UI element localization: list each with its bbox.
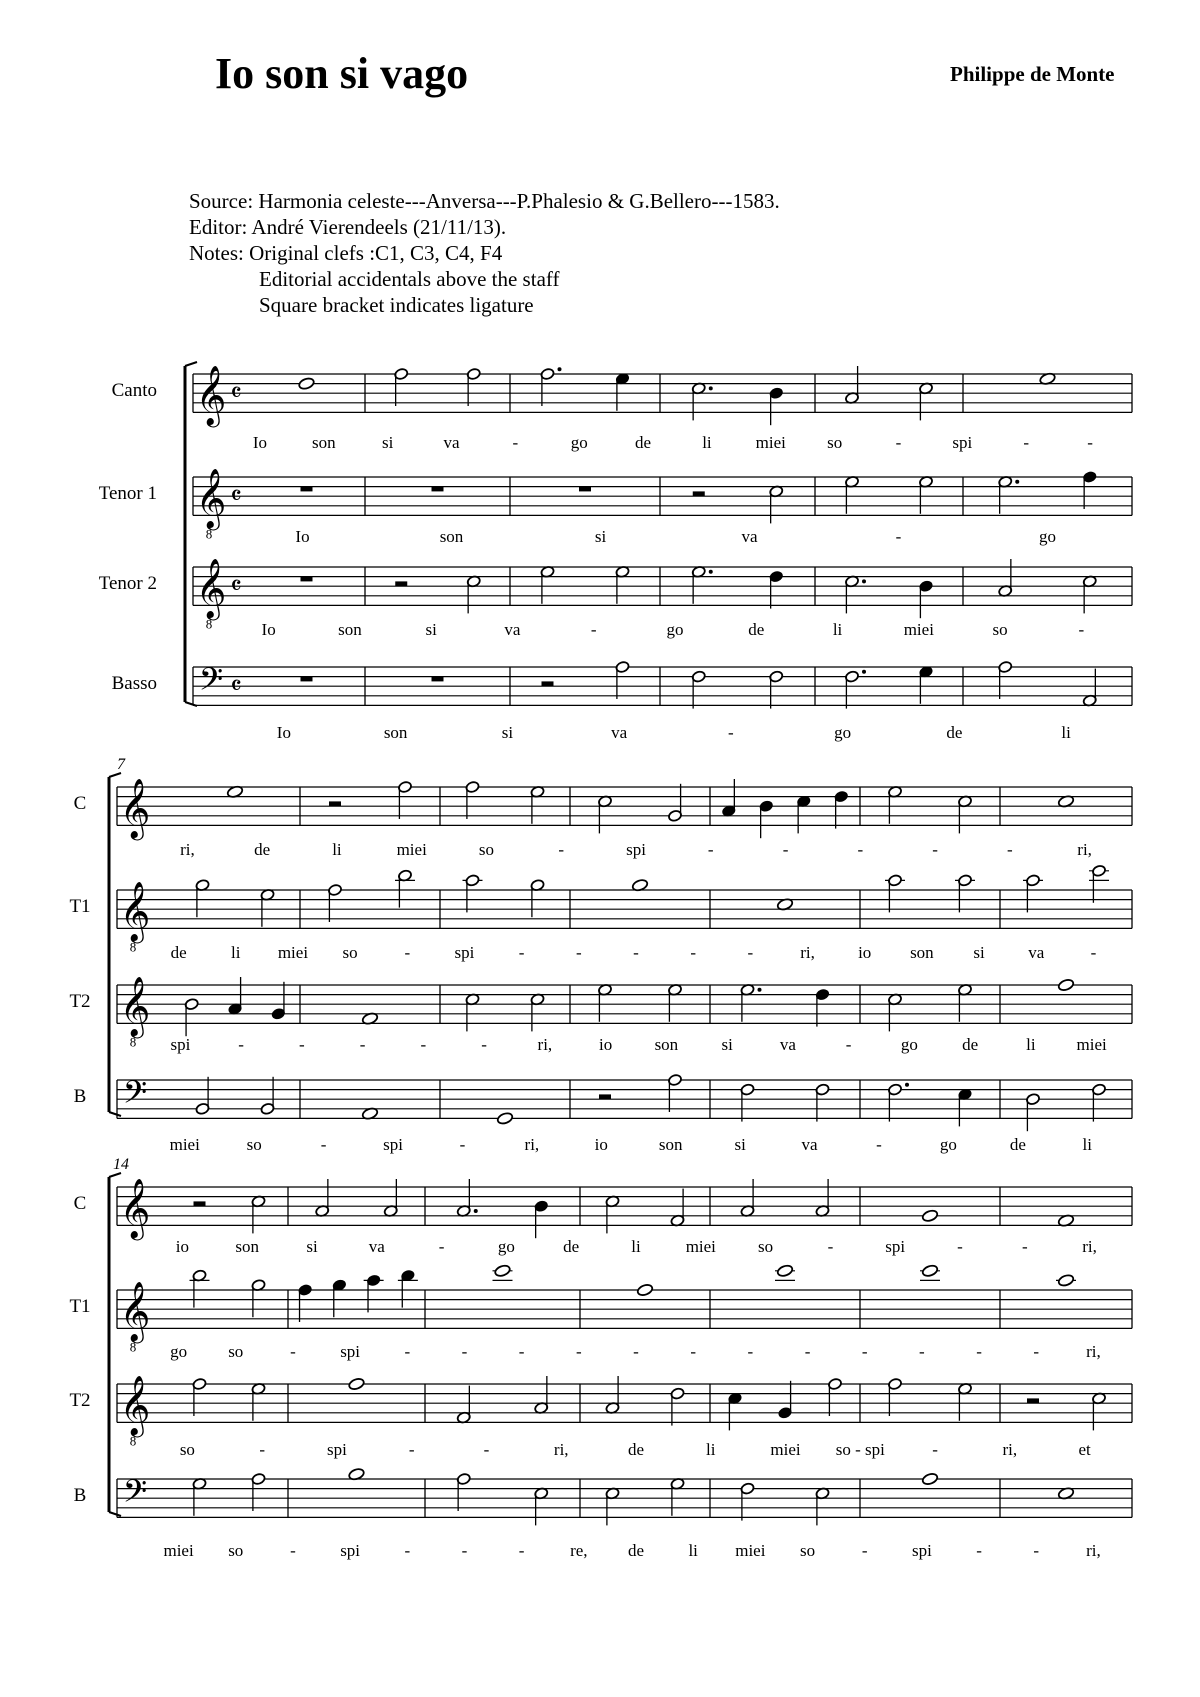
whole-note — [921, 1209, 938, 1223]
part-label: T2 — [69, 1390, 91, 1412]
part-label: C — [73, 793, 87, 815]
lyric-syllable: si — [734, 1135, 746, 1154]
whole-note — [494, 1264, 511, 1278]
lyric-syllable: go — [497, 1237, 515, 1256]
lyric-syllable: miei — [1076, 1035, 1107, 1054]
lyric-syllable: - — [1090, 943, 1097, 962]
octave-marker: 8 — [205, 526, 213, 542]
treble-clef-icon: 𝄞 — [195, 367, 227, 425]
lyric-syllable: - — [633, 1342, 639, 1361]
lyric-syllable: - — [895, 527, 902, 546]
lyric-syllable: de — [170, 943, 187, 962]
lyric-syllable: va — [504, 620, 521, 639]
lyric-syllable: - — [518, 1342, 525, 1361]
lyric-syllable: ri, — [524, 1135, 540, 1154]
lyric-syllable: so — [246, 1135, 262, 1154]
source-line: Source: Harmonia celeste---Anversa---P.Phalesio & G.Bellero---1583. — [189, 189, 780, 213]
lyric-syllable: - — [404, 1342, 411, 1361]
lyric-syllable: - — [976, 1342, 982, 1361]
bass-clef-icon: 𝄢 — [198, 662, 224, 705]
lyric-syllable: son — [910, 943, 934, 962]
part-label: T2 — [69, 991, 91, 1013]
lyric-syllable: spi — [626, 840, 646, 859]
lyric-syllable: - — [320, 1135, 327, 1154]
whole-rest — [579, 487, 591, 492]
part-label: T1 — [69, 896, 91, 918]
octave-marker: 8 — [129, 939, 137, 955]
lyric-syllable: - — [1078, 620, 1085, 639]
whole-rest — [301, 677, 313, 682]
lyric-syllable: - — [690, 1342, 697, 1361]
lyric-syllable: ri, — [1082, 1237, 1097, 1256]
lyric-syllable: - — [459, 1135, 466, 1154]
notes-line: Notes: Original clefs :C1, C3, C4, F4 — [189, 241, 503, 265]
lyric-syllable: va — [779, 1035, 796, 1054]
lyric-syllable: son — [439, 527, 464, 546]
lyric-syllable: Io — [261, 620, 276, 639]
part-label: Tenor 2 — [98, 573, 157, 595]
lyric-syllable: spi — [327, 1440, 347, 1459]
lyric-syllable: si — [381, 433, 394, 452]
lyric-syllable: son — [658, 1135, 683, 1154]
lyric-syllable: li — [332, 840, 342, 859]
treble-clef-icon: 𝄞 — [195, 560, 227, 618]
part-label: B — [73, 1485, 87, 1507]
lyric-syllable: so — [799, 1541, 816, 1560]
lyric-syllable: li — [688, 1541, 698, 1560]
lyric-syllable: - — [845, 1035, 852, 1054]
lyric-syllable: ri, — [1086, 1342, 1101, 1361]
lyric-syllable: li — [1061, 723, 1071, 742]
lyric-syllable: - — [404, 943, 411, 962]
whole-note — [921, 1264, 938, 1278]
lyric-syllable: - — [238, 1035, 244, 1054]
lyric-syllable: so — [992, 620, 1008, 639]
lyric-syllable: si — [425, 620, 437, 639]
lyric-syllable: io — [175, 1237, 190, 1256]
lyric-syllable: - — [558, 840, 565, 859]
treble-clef-icon: 𝄞 — [195, 470, 227, 528]
lyric-syllable: spi — [340, 1541, 361, 1560]
augmentation-dot — [905, 1083, 909, 1087]
lyric-syllable: va — [611, 723, 628, 742]
editor-line: Editor: André Vierendeels (21/11/13). — [189, 215, 507, 239]
lyric-syllable: - — [861, 1342, 868, 1361]
augmentation-dot — [558, 367, 562, 371]
lyric-syllable: - — [259, 1440, 265, 1459]
lyric-syllable: ri, — [1086, 1541, 1101, 1560]
lyric-syllable: - — [895, 433, 902, 452]
lyric-syllable: - — [575, 1342, 582, 1361]
lyric-syllable: - — [827, 1237, 834, 1256]
part-label: Basso — [111, 673, 157, 695]
lyric-syllable: spi — [885, 1237, 906, 1256]
half-rest — [329, 801, 341, 806]
lyric-syllable: - — [408, 1440, 415, 1459]
lyric-syllable: li — [631, 1237, 641, 1256]
lyric-syllable: Io — [295, 527, 310, 546]
half-rest — [395, 581, 407, 586]
whole-note — [348, 1377, 365, 1391]
augmentation-dot — [862, 670, 866, 674]
piece-title: Io son si vago — [215, 49, 469, 98]
lyric-syllable: miei — [163, 1541, 194, 1560]
lyric-syllable: de — [635, 433, 652, 452]
whole-note — [1057, 978, 1074, 992]
whole-rest — [301, 487, 313, 492]
lyric-syllable: - — [919, 1342, 925, 1361]
treble-clef-icon: 𝄞 — [119, 780, 151, 838]
lyric-syllable: miei — [755, 433, 786, 452]
lyric-syllable: - — [861, 1541, 868, 1560]
lyric-syllable: spi — [911, 1541, 932, 1560]
lyric-syllable: va — [741, 527, 758, 546]
lyric-syllable: so — [758, 1237, 774, 1256]
lyric-syllable: son — [654, 1035, 679, 1054]
lyric-syllable: - — [932, 1440, 938, 1459]
lyric-syllable: go — [1039, 527, 1056, 546]
bracket-top-hook — [109, 1173, 121, 1177]
octave-marker: 8 — [129, 1433, 137, 1449]
lyric-syllable: si — [594, 527, 607, 546]
lyric-syllable: so — [478, 840, 495, 859]
lyric-syllable: so — [827, 433, 843, 452]
lyric-syllable: - — [976, 1541, 982, 1560]
lyric-syllable: - — [518, 943, 525, 962]
lyric-syllable: - — [299, 1035, 305, 1054]
lyric-syllable: io — [858, 943, 872, 962]
time-signature-icon: 𝄴 — [230, 378, 242, 408]
augmentation-dot — [862, 579, 866, 583]
half-rest — [542, 681, 554, 686]
lyric-syllable: spi — [170, 1035, 191, 1054]
treble-clef-icon: 𝄞 — [119, 1180, 151, 1238]
lyric-syllable: re, — [570, 1541, 588, 1560]
lyric-syllable: de — [627, 1440, 645, 1459]
lyric-syllable: - — [932, 840, 938, 859]
lyric-syllable: - — [290, 1541, 296, 1560]
lyric-syllable: ri, — [180, 840, 195, 859]
composer-name: Philippe de Monte — [950, 62, 1115, 86]
lyric-syllable: - — [1087, 433, 1093, 452]
lyric-syllable: io — [599, 1035, 613, 1054]
lyric-syllable: - — [1033, 1342, 1040, 1361]
augmentation-dot — [709, 570, 713, 574]
notes-line: Editorial accidentals above the staff — [259, 267, 560, 291]
whole-note — [921, 1472, 938, 1486]
lyric-syllable: - — [747, 1342, 754, 1361]
lyric-syllable: de — [1009, 1135, 1026, 1154]
lyric-syllable: so — [228, 1541, 244, 1560]
lyric-syllable: son — [235, 1237, 260, 1256]
lyric-syllable: - — [1033, 1541, 1040, 1560]
lyric-syllable: go — [939, 1135, 957, 1154]
lyric-syllable: ri, — [537, 1035, 553, 1054]
lyric-syllable: si — [306, 1237, 318, 1256]
lyric-syllable: - — [404, 1541, 411, 1560]
lyric-syllable: - — [728, 723, 734, 742]
lyric-syllable: spi — [454, 943, 475, 962]
lyric-syllable: - — [857, 840, 864, 859]
lyric-syllable: ri, — [1077, 840, 1092, 859]
whole-rest — [301, 577, 313, 582]
lyric-syllable: - — [461, 1541, 468, 1560]
lyric-syllable: spi — [340, 1342, 361, 1361]
whole-rest — [432, 677, 444, 682]
measure-number: 14 — [113, 1156, 129, 1173]
lyric-syllable: so — [342, 943, 358, 962]
lyric-syllable: io — [594, 1135, 608, 1154]
lyric-syllable: li — [1082, 1135, 1093, 1154]
lyric-syllable: li — [1026, 1035, 1036, 1054]
lyric-syllable: - — [747, 943, 754, 962]
bass-clef-icon: 𝄢 — [122, 1474, 148, 1517]
lyric-syllable: de — [254, 840, 271, 859]
part-label: B — [73, 1086, 87, 1108]
lyric-syllable: va — [801, 1135, 818, 1154]
lyric-syllable: li — [706, 1440, 716, 1459]
whole-note — [1057, 1274, 1074, 1288]
whole-note — [496, 1112, 513, 1126]
lyric-syllable: ri, — [1002, 1440, 1018, 1459]
treble-clef-icon: 𝄞 — [119, 883, 151, 941]
lyric-syllable: miei — [735, 1541, 766, 1560]
time-signature-icon: 𝄴 — [230, 671, 242, 701]
lyric-syllable: - — [290, 1342, 296, 1361]
lyric-syllable: go — [666, 620, 684, 639]
lyric-syllable: - — [1023, 433, 1030, 452]
lyric-syllable: miei — [169, 1135, 200, 1154]
lyric-syllable: spi — [383, 1135, 403, 1154]
lyric-syllable: - — [1007, 840, 1013, 859]
lyric-syllable: - — [512, 433, 519, 452]
lyric-syllable: - — [461, 1342, 468, 1361]
part-label: Canto — [111, 380, 157, 402]
lyric-syllable: son — [383, 723, 408, 742]
bracket-top-hook — [185, 362, 197, 366]
half-rest — [599, 1094, 611, 1099]
measure-number: 7 — [117, 756, 125, 773]
lyric-syllable: - — [707, 840, 714, 859]
lyric-syllable: li — [231, 943, 241, 962]
lyric-syllable: ri, — [800, 943, 815, 962]
augmentation-dot — [709, 386, 713, 390]
bracket-top-hook — [109, 773, 121, 777]
half-rest — [194, 1201, 206, 1206]
lyric-syllable: va — [1028, 943, 1045, 962]
whole-note — [298, 377, 315, 391]
augmentation-dot — [1015, 480, 1019, 484]
lyric-syllable: de — [748, 620, 765, 639]
lyric-syllable: miei — [277, 943, 309, 962]
lyric-syllable: - — [518, 1541, 525, 1560]
lyric-syllable: va — [368, 1237, 385, 1256]
bracket-bottom-hook — [109, 1512, 121, 1516]
lyric-syllable: si — [721, 1035, 733, 1054]
part-label: C — [73, 1193, 87, 1215]
treble-clef-icon: 𝄞 — [119, 978, 151, 1036]
lyric-syllable: miei — [903, 620, 934, 639]
lyric-syllable: de — [563, 1237, 580, 1256]
whole-note — [636, 1283, 653, 1297]
half-rest — [1027, 1398, 1039, 1403]
lyric-syllable: si — [973, 943, 985, 962]
octave-marker: 8 — [129, 1034, 137, 1050]
lyric-syllable: son — [338, 620, 362, 639]
lyric-syllable: miei — [685, 1237, 716, 1256]
lyric-syllable: Io — [276, 723, 291, 742]
lyric-syllable: - — [481, 1035, 487, 1054]
lyric-syllable: - — [957, 1237, 963, 1256]
lyric-syllable: go — [900, 1035, 918, 1054]
time-signature-icon: 𝄴 — [230, 481, 242, 511]
lyric-syllable: so - spi — [835, 1440, 885, 1459]
lyric-syllable: - — [575, 943, 582, 962]
whole-note — [776, 1264, 793, 1278]
bracket-bottom-hook — [109, 1112, 121, 1116]
whole-rest — [432, 487, 444, 492]
lyric-syllable: - — [359, 1035, 366, 1054]
augmentation-dot — [474, 1209, 478, 1213]
part-label: Tenor 1 — [98, 483, 157, 505]
lyric-syllable: - — [1021, 1237, 1028, 1256]
lyric-syllable: de — [962, 1035, 979, 1054]
bass-clef-icon: 𝄢 — [122, 1075, 148, 1118]
lyric-syllable: va — [443, 433, 460, 452]
treble-clef-icon: 𝄞 — [119, 1377, 151, 1435]
lyric-syllable: - — [804, 1342, 811, 1361]
part-label: T1 — [69, 1296, 91, 1318]
lyric-syllable: ri, — [553, 1440, 569, 1459]
notes-line: Square bracket indicates ligature — [259, 293, 534, 317]
lyric-syllable: spi — [952, 433, 973, 452]
lyric-syllable: - — [420, 1035, 427, 1054]
lyric-syllable: si — [501, 723, 514, 742]
lyric-syllable: go — [834, 723, 852, 742]
octave-marker: 8 — [205, 616, 213, 632]
octave-marker: 8 — [129, 1339, 137, 1355]
lyric-syllable: li — [832, 620, 843, 639]
lyric-syllable: so — [179, 1440, 195, 1459]
lyric-syllable: so — [228, 1342, 244, 1361]
lyric-syllable: - — [690, 943, 697, 962]
lyric-syllable: et — [1078, 1440, 1091, 1459]
lyric-syllable: - — [782, 840, 789, 859]
treble-clef-icon: 𝄞 — [119, 1283, 151, 1341]
lyric-syllable: miei — [770, 1440, 801, 1459]
lyric-syllable: go — [170, 1342, 188, 1361]
lyric-syllable: Io — [252, 433, 268, 452]
augmentation-dot — [758, 988, 762, 992]
lyric-syllable: - — [633, 943, 639, 962]
lyric-syllable: miei — [396, 840, 427, 859]
lyric-syllable: li — [702, 433, 712, 452]
half-rest — [693, 491, 705, 496]
lyric-syllable: de — [946, 723, 963, 742]
lyric-syllable: - — [438, 1237, 445, 1256]
lyric-syllable: - — [590, 620, 597, 639]
lyric-syllable: de — [627, 1541, 645, 1560]
time-signature-icon: 𝄴 — [230, 571, 242, 601]
lyric-syllable: - — [483, 1440, 490, 1459]
lyric-syllable: - — [876, 1135, 882, 1154]
lyric-syllable: son — [311, 433, 336, 452]
lyric-syllable: go — [570, 433, 588, 452]
